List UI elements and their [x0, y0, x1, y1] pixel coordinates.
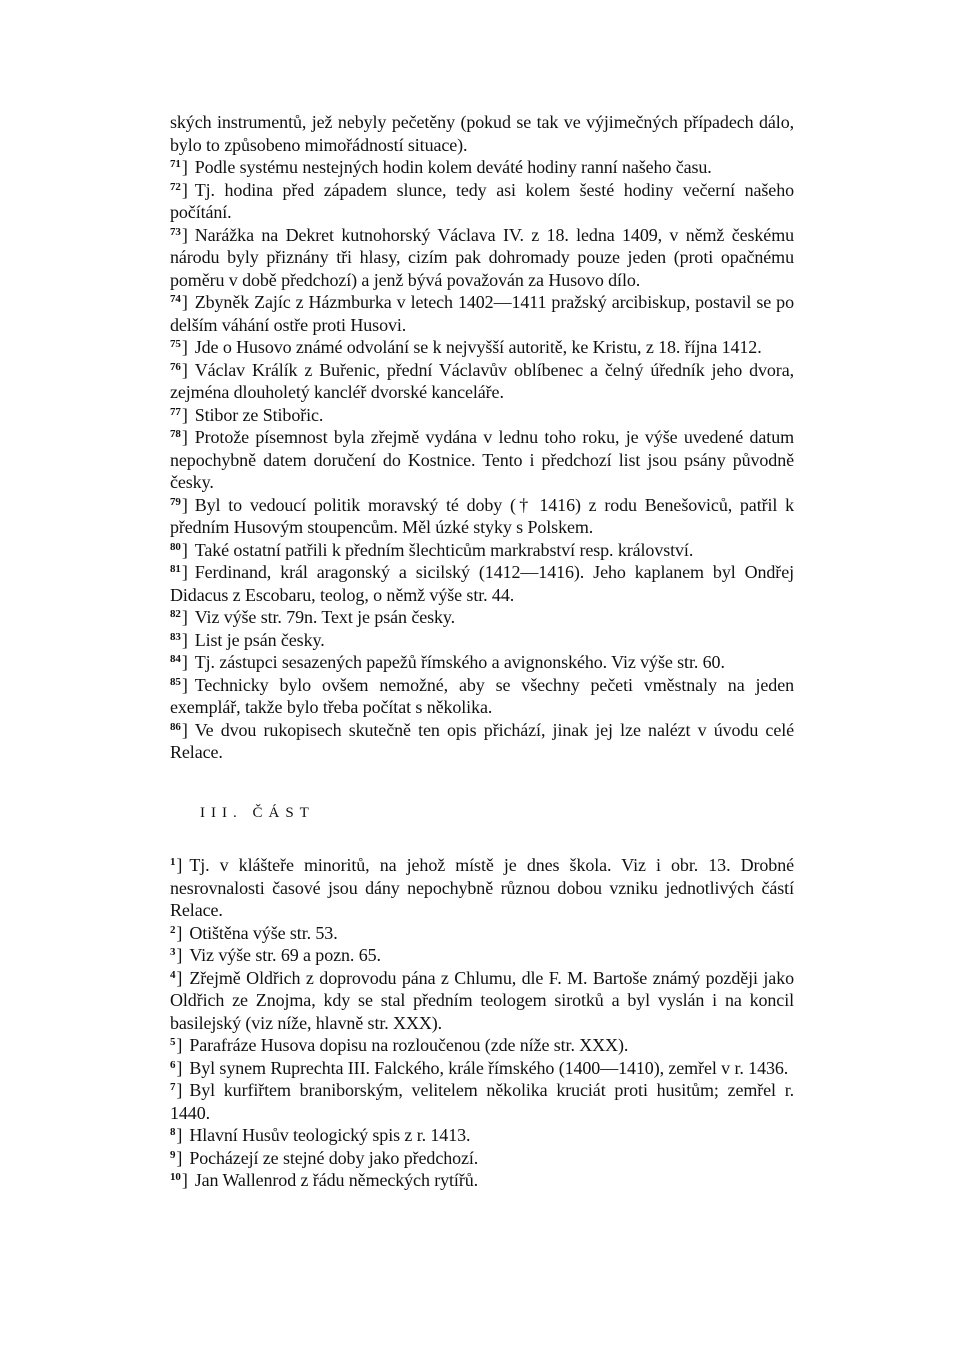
footnote-bracket: ] — [181, 539, 188, 560]
footnote — [170, 156, 794, 179]
footnote-number: 4 — [170, 968, 176, 981]
footnote-text: Byl kurfiřtem braniborským, velitelem několika kruciát proti husitům; zemřel r. 1440. — [170, 1080, 794, 1123]
footnote-bracket: ] — [181, 652, 188, 672]
footnote-number: 8 — [170, 1126, 176, 1138]
footnote-bracket: ] — [181, 359, 188, 380]
footnote-text: Narážka na Dekret kutnohorský Václava IV. z 18. ledna 1409, v němž českému národu byly přiznány tři hlasy, cizím pak dohromady pouze jeden (proti opačnému poměru v době předchozí) a jenž bývá považován za Husovo dílo. — [170, 224, 794, 290]
footnote-text: Otištěna výše str. 53. — [189, 922, 338, 943]
footnote — [170, 651, 794, 674]
footnote-bracket: ] — [181, 1170, 188, 1190]
footnote-number: 84 — [170, 653, 181, 665]
footnote-text: Jan Wallenrod z řádu německých rytířů. — [194, 1170, 479, 1190]
footnote-text: Také ostatní patřili k předním šlechticům markrabství resp. království. — [194, 539, 694, 560]
footnote-bracket: ] — [181, 427, 188, 447]
footnote — [170, 606, 794, 629]
footnote-text: Technicky bylo ovšem nemožné, aby se všechny pečeti vměstnaly na jeden exemplář, takže bylo třeba počítat s několika. — [170, 674, 794, 717]
footnote-text: Ve dvou rukopisech skutečně ten opis přichází, jinak jej lze nalézt v úvodu celé Relace. — [170, 719, 794, 762]
footnote-number: 5 — [170, 1036, 176, 1048]
footnote-bracket: ] — [181, 179, 188, 200]
footnote-text: Protože písemnost byla zřejmě vydána v lednu toho roku, je výše uvedené datum nepochybně datem doručení do Kostnice. Tento i předchozí list jsou psány původně česky. — [170, 427, 794, 492]
footnote-text: Hlavní Husův teologický spis z r. 1413. — [189, 1125, 471, 1145]
footnote-text: Viz výše str. 79n. Text je psán česky. — [194, 607, 456, 627]
footnote-bracket: ] — [181, 157, 188, 177]
footnote-text: Tj. zástupci sesazených papežů římského a avignonského. Viz výše str. 60. — [194, 652, 725, 672]
footnote-number: 81 — [170, 563, 181, 575]
footnote-number: 77 — [170, 405, 181, 418]
footnote — [170, 494, 794, 539]
footnote-bracket: ] — [176, 855, 183, 875]
footnote — [170, 719, 794, 764]
footnote-bracket: ] — [181, 404, 188, 425]
footnote-number: 1 — [170, 856, 176, 868]
footnote-text: Byl synem Ruprechta III. Falckého, krále římského (1400—1410), zemřel v r. 1436. — [189, 1057, 789, 1078]
footnote-number: 7 — [170, 1081, 176, 1093]
footnote — [170, 426, 794, 494]
footnote-text: Pocházejí ze stejné doby jako předchozí. — [189, 1147, 479, 1168]
footnote-text: List je psán česky. — [194, 629, 325, 650]
footnote — [170, 224, 794, 292]
footnote-bracket: ] — [181, 337, 188, 357]
footnote-text: Zbyněk Zajíc z Házmburka v letech 1402—1411 pražský arcibiskup, postavil se po delším váhání ostře proti Husovi. — [170, 292, 794, 335]
footnotes-part-three — [170, 854, 794, 1192]
footnote-text: Byl to vedoucí politik moravský té doby († 1416) z rodu Benešoviců, patřil k předním Husovým stoupencům. Měl úzké styky s Polskem. — [170, 494, 794, 537]
footnote — [170, 404, 794, 427]
footnote — [170, 1057, 794, 1080]
footnote-bracket: ] — [181, 719, 188, 740]
footnote — [170, 561, 794, 606]
footnote-text: Tj. v klášteře minoritů, na jehož místě je dnes škola. Viz i obr. 13. Drobné nesrovnalosti časové jsou dány nepochybně různou dobou vzniku jednotlivých částí Relace. — [170, 855, 794, 920]
footnote-number: 3 — [170, 946, 176, 958]
footnote — [170, 922, 794, 945]
footnote-text: Stibor ze Stibořic. — [194, 404, 324, 425]
footnote-number: 73 — [170, 225, 181, 238]
footnote — [170, 179, 794, 224]
footnote-bracket: ] — [176, 1035, 183, 1055]
footnote-bracket: ] — [176, 922, 183, 943]
footnote — [170, 291, 794, 336]
footnote-text: Ferdinand, král aragonský a sicilský (1412—1416). Jeho kaplanem byl Ondřej Didacus z Escobaru, teolog, o němž výše str. 44. — [170, 562, 794, 605]
footnote-number: 82 — [170, 608, 181, 620]
footnote-bracket: ] — [176, 1125, 183, 1145]
footnote-number: 76 — [170, 360, 181, 373]
page-body — [170, 111, 794, 1192]
footnote — [170, 944, 794, 967]
footnote-bracket: ] — [176, 1147, 183, 1168]
footnote-bracket: ] — [181, 629, 188, 650]
footnote-number: 78 — [170, 428, 181, 440]
section-heading: III. ČÁST — [200, 804, 315, 821]
footnote-number: 80 — [170, 540, 181, 553]
footnote-bracket: ] — [181, 674, 188, 695]
footnote-bracket: ] — [176, 1080, 183, 1100]
footnote-number: 74 — [170, 293, 181, 305]
footnote-bracket: ] — [181, 562, 188, 582]
footnote-number: 85 — [170, 675, 181, 688]
footnote-text: Václav Králík z Buřenic, přední Václavův oblíbenec a čelný úředník jeho dvora, zejména dlouholetý kancléř dvorské kanceláře. — [170, 359, 794, 402]
footnote-number: 83 — [170, 630, 181, 643]
footnote — [170, 336, 794, 359]
footnote — [170, 1034, 794, 1057]
footnote — [170, 967, 794, 1035]
footnote-text: Podle systému nestejných hodin kolem deváté hodiny ranní našeho času. — [194, 157, 712, 177]
footnote-number: 72 — [170, 180, 181, 193]
footnote-bracket: ] — [176, 967, 183, 988]
footnote — [170, 854, 794, 922]
footnotes-part-two — [170, 156, 794, 764]
footnote — [170, 1147, 794, 1170]
footnote-number: 71 — [170, 158, 181, 170]
footnote-number: 79 — [170, 495, 181, 508]
footnote-number: 9 — [170, 1148, 176, 1161]
footnote-bracket: ] — [181, 292, 188, 312]
footnote — [170, 629, 794, 652]
footnote — [170, 1079, 794, 1124]
footnote — [170, 1124, 794, 1147]
footnote-text: Jde o Husovo známé odvolání se k nejvyšší autoritě, ke Kristu, z 18. října 1412. — [194, 337, 762, 357]
footnote-bracket: ] — [181, 224, 188, 245]
footnote-bracket: ] — [176, 1057, 183, 1078]
footnote-number: 6 — [170, 1058, 176, 1071]
footnote-text: Zřejmě Oldřich z doprovodu pána z Chlumu, dle F. M. Bartoše známý později jako Oldřich ze Znojma, kdy se stal předním teologem sirotků a byl vyslán i na koncil basilejský (viz níže, hlavně str. XXX). — [170, 967, 794, 1033]
footnote-number: 75 — [170, 338, 181, 350]
footnote-bracket: ] — [181, 607, 188, 627]
footnote — [170, 674, 794, 719]
footnote-number: 2 — [170, 923, 176, 936]
footnote-number: 10 — [170, 1171, 181, 1183]
footnote-text: Tj. hodina před západem slunce, tedy asi kolem šesté hodiny večerní našeho počítání. — [170, 179, 794, 222]
footnote-bracket: ] — [176, 945, 183, 965]
lead-paragraph: ských instrumentů, jež nebyly pečetěny (pokud se tak ve výjimečných případech dálo, bylo to způsobeno mimořádností situace). — [170, 112, 794, 155]
footnote-text: Viz výše str. 69 a pozn. 65. — [189, 945, 381, 965]
footnote-text: Parafráze Husova dopisu na rozloučenou (zde níže str. XXX). — [189, 1035, 629, 1055]
footnote-number: 86 — [170, 720, 181, 733]
footnote — [170, 539, 794, 562]
footnote-bracket: ] — [181, 494, 188, 515]
footnote — [170, 359, 794, 404]
footnote — [170, 1169, 794, 1192]
